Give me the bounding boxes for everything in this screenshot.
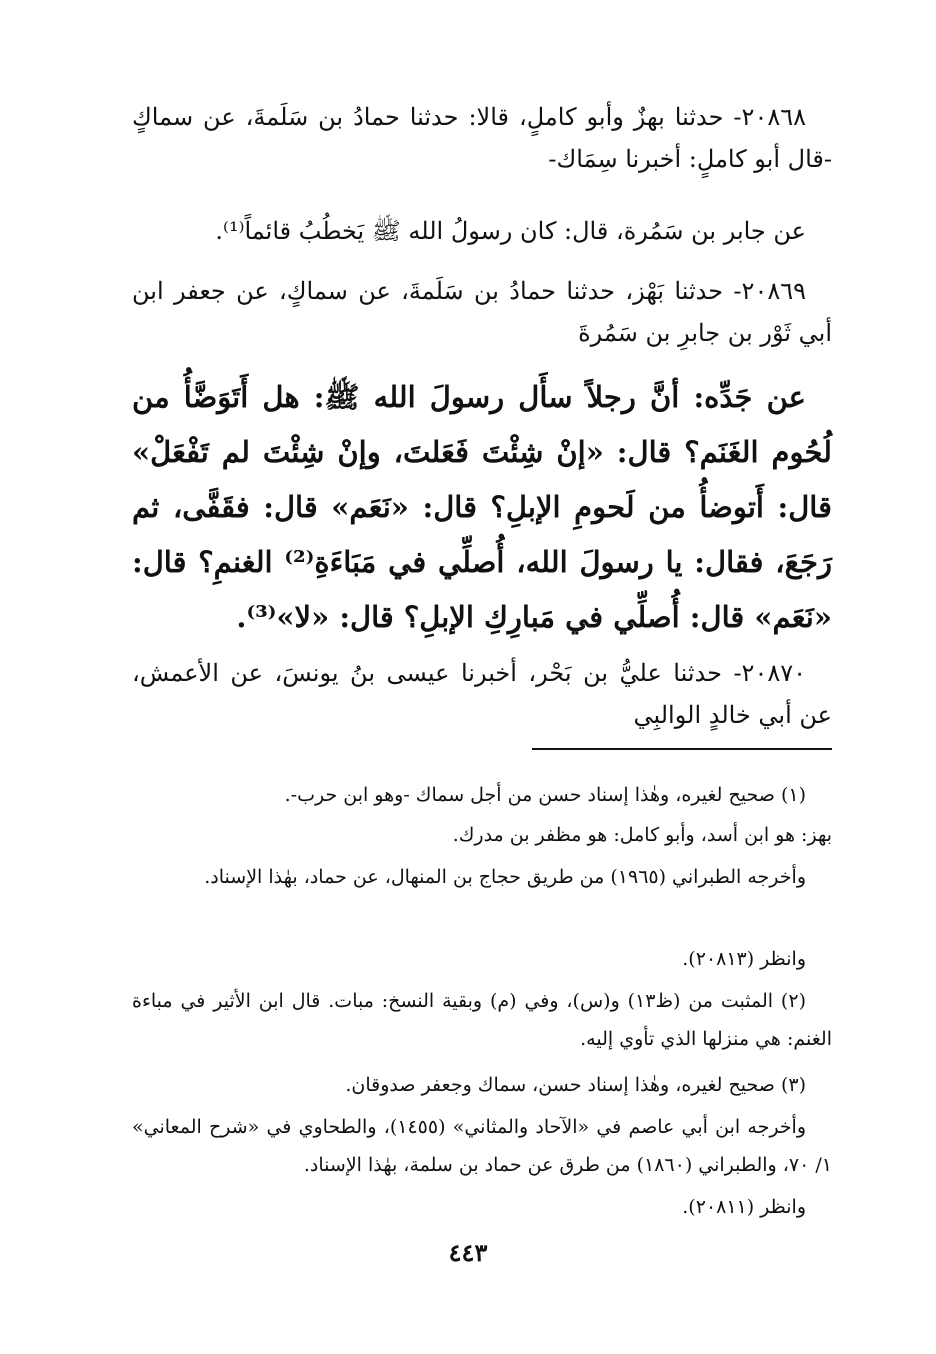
footnote-3-see-also: وانظر (٢٠٨١١). bbox=[682, 1196, 806, 1218]
footnote-3-takhrij: وأخرجه ابن أبي عاصم في «الآحاد والمثاني» (١٤٥٥)، والطحاوي في «شرح المعاني» ١/ ٧٠، والطبراني (١٨٦٠) من طرق عن حماد بن سلمة، بهٰذا الإسناد. bbox=[132, 1116, 832, 1176]
hadith-20869-matn: عن جَدِّه: أنَّ رجلاً سأَل رسولَ الله ﷺ: هل أَتَوَضَّأُ من لُحُوم الغَنَم؟ قال: «إنْ شِئْتَ فَعَلتَ، وإنْ شِئْتَ لم تَفْعَلْ» قال: أَتوضأُ من لَحومِ الإبلِ؟ قال: «نَعَم» قال: فقَفَّى، ثم رَجَعَ، فقال: يا رسولَ الله، أُصلِّي في مَبَاءَةِ⁽²⁾ الغنمِ؟ قال: «نَعَم» قال: أُصلِّي في مَبارِكِ الإبلِ؟ قال: «لا»⁽³⁾. bbox=[132, 380, 832, 634]
footnote-2: (٢) المثبت من (ظ١٣) و(س)، وفي (م) وبقية النسخ: مبات. قال ابن الأثير في مباءة الغنم: هي منزلها الذي تأوي إليه. bbox=[132, 990, 832, 1050]
footnote-1-grade: (١) صحيح لغيره، وهٰذا إسناد حسن من أجل سماك -وهو ابن حرب-. bbox=[284, 784, 806, 806]
hadith-20868-matn: عن جابر بن سَمُرة، قال: كان رسولُ الله ﷺ يَخطُبُ قائماً⁽¹⁾. bbox=[215, 217, 806, 245]
hadith-20869-isnad: ٢٠٨٦٩- حدثنا بَهْز، حدثنا حمادُ بن سَلَمةَ، عن سماكٍ، عن جعفر ابن أبي ثَوْر بن جابرِ بن سَمُرةَ bbox=[132, 277, 832, 347]
hadith-20870-isnad: ٢٠٨٧٠- حدثنا عليُّ بن بَحْر، أخبرنا عيسى بنُ يونسَ، عن الأعمش، عن أبي خالدٍ الوالبِي bbox=[132, 659, 832, 729]
footnote-1-takhrij: وأخرجه الطبراني (١٩٦٥) من طريق حجاج بن المنهال، عن حماد، بهٰذا الإسناد. bbox=[204, 866, 806, 888]
footnote-separator bbox=[532, 748, 832, 750]
footnote-3-grade: (٣) صحيح لغيره، وهٰذا إسناد حسن، سماك وجعفر صدوقان. bbox=[345, 1074, 806, 1096]
hadith-20868-isnad: ٢٠٨٦٨- حدثنا بهزٌ وأبو كاملٍ، قالا: حدثنا حمادُ بن سَلَمةَ، عن سماكٍ -قال أبو كاملٍ: أخبرنا سِمَاك- bbox=[132, 103, 832, 173]
footnote-1-see-also: وانظر (٢٠٨١٣). bbox=[682, 948, 806, 970]
page-number: ٤٤٣ bbox=[448, 1238, 488, 1267]
footnote-1-narrators: بهز: هو ابن أسد، وأبو كامل: هو مظفر بن مدرك. bbox=[452, 824, 832, 846]
